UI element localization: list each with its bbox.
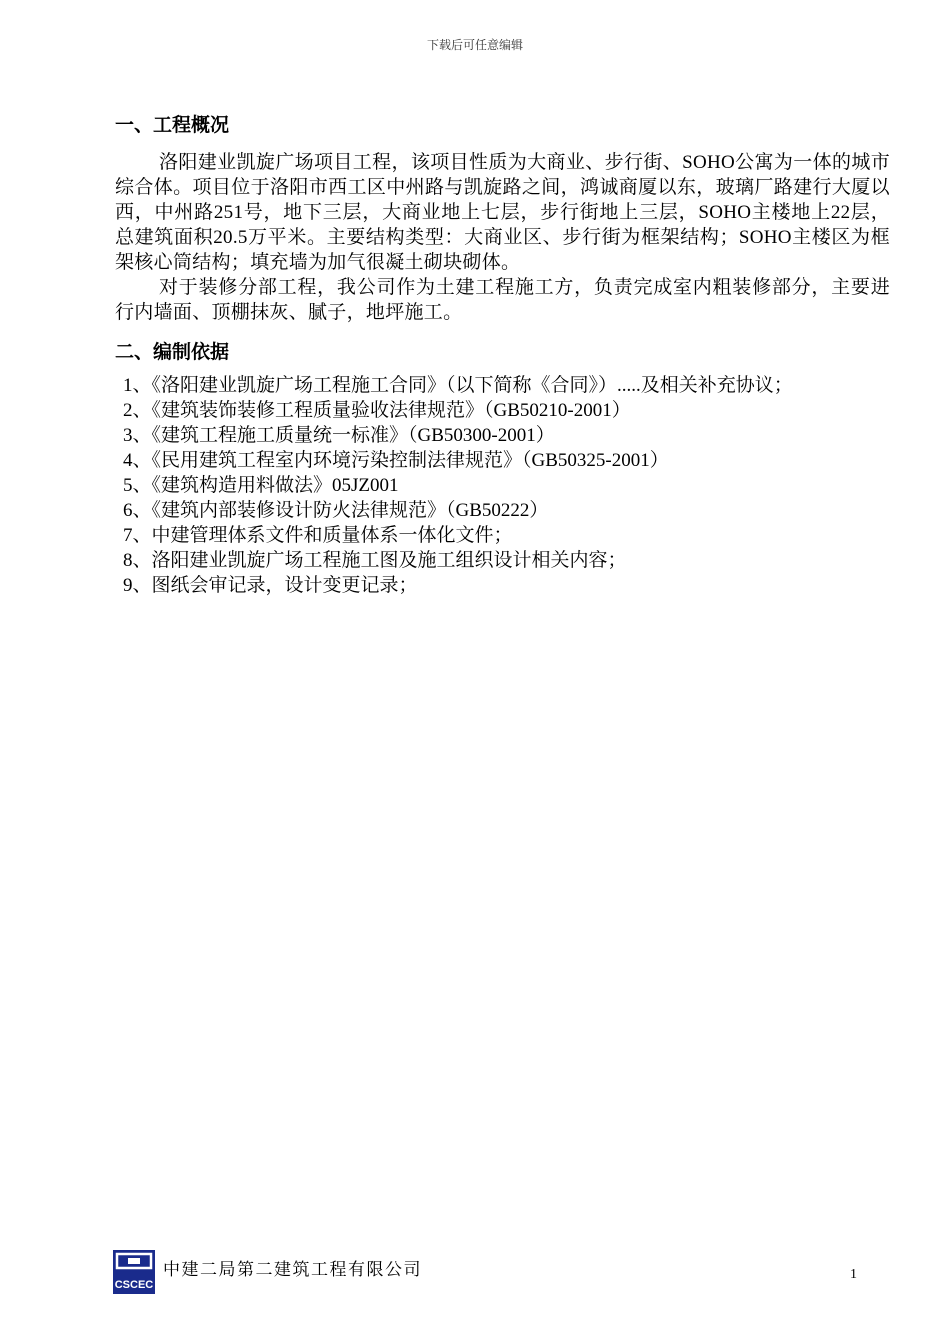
section-title-basis: 二、编制依据 <box>115 341 230 363</box>
page-number: 1 <box>850 1267 857 1282</box>
list-item: 7、中建管理体系文件和质量体系一体化文件； <box>123 525 513 546</box>
reference-list <box>115 373 890 598</box>
cscec-logo-icon <box>113 1250 155 1294</box>
list-item: 1、《洛阳建业凯旋广场工程施工合同》（以下简称《合同》）.....及相关补充协议； <box>123 375 793 396</box>
section-title-overview: 一、工程概况 <box>115 114 230 136</box>
list-item: 2、《建筑装饰装修工程质量验收法律规范》（GB50210-2001） <box>123 400 631 421</box>
logo-text: CSCEC <box>114 1279 154 1291</box>
company-logo <box>113 1250 155 1294</box>
document-body <box>115 110 890 598</box>
list-item: 6、《建筑内部装修设计防火法律规范》（GB50222） <box>123 500 549 521</box>
overview-paragraph-1: 洛阳建业凯旋广场项目工程，该项目性质为大商业、步行街、SOHO公寓为一体的城市综合体。项目位于洛阳市西工区中州路与凯旋路之间，鸿诚商厦以东，玻璃厂路建行大厦以西，中州路251号，地下三层，大商业地上七层，步行街地上三层，SOHO主楼地上22层，总建筑面积20.5万平米。主要结构类型：大商业区、步行街为框架结构；SOHO主楼区为框架核心筒结构；填充墙为加气很凝土砌块砌体。 <box>115 152 890 273</box>
list-item: 8、洛阳建业凯旋广场工程施工图及施工组织设计相关内容； <box>123 550 627 571</box>
overview-paragraph-2: 对于装修分部工程，我公司作为土建工程施工方，负责完成室内粗装修部分，主要进行内墙面、顶棚抹灰、腻子，地坪施工。 <box>115 277 890 323</box>
header-note: 下载后可任意编辑 <box>426 38 523 52</box>
footer-company-name: 中建二局第二建筑工程有限公司 <box>163 1260 422 1280</box>
list-item: 4、《民用建筑工程室内环境污染控制法律规范》（GB50325-2001） <box>123 450 669 471</box>
list-item: 9、图纸会审记录，设计变更记录； <box>123 575 418 596</box>
list-item: 5、《建筑构造用料做法》05JZ001 <box>123 475 399 496</box>
list-item: 3、《建筑工程施工质量统一标准》（GB50300-2001） <box>123 425 555 446</box>
